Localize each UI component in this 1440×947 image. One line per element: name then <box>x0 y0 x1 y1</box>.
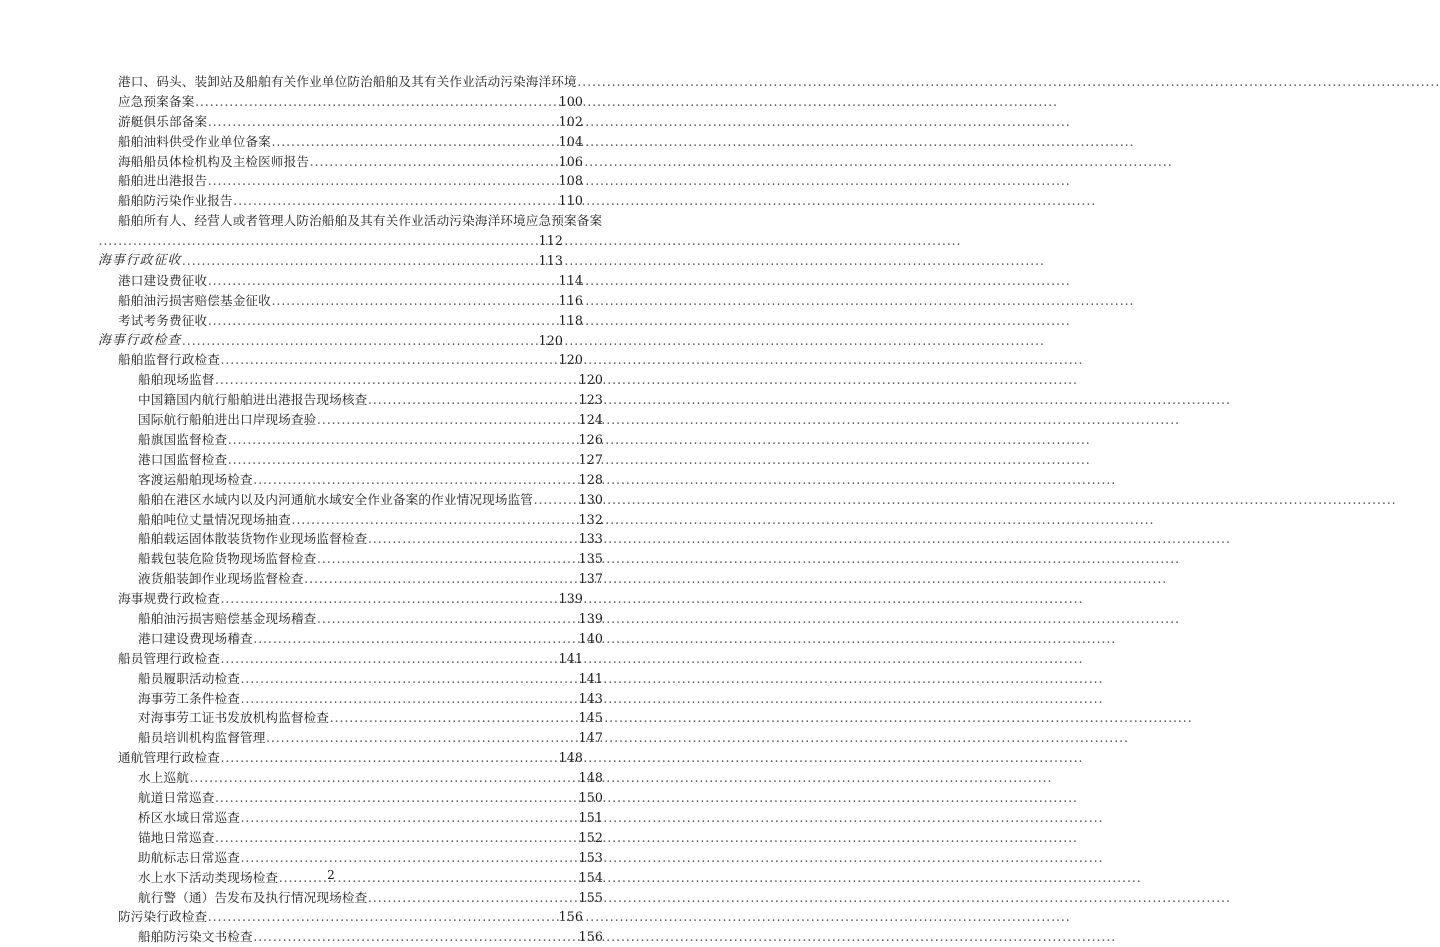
toc-entry-page-number: 120 <box>558 352 583 368</box>
toc-entry-title: 港口建设费征收 <box>118 272 208 288</box>
toc-entry-title: 航道日常巡查 <box>138 790 215 806</box>
toc-leader-dots <box>99 231 539 251</box>
toc-entry-title: 水上巡航 <box>138 770 189 786</box>
toc-entry[interactable] <box>98 470 603 490</box>
toc-entry[interactable] <box>98 589 583 609</box>
toc-entry-title: 船舶进出港报告 <box>118 173 208 189</box>
toc-entry-title: 船员培训机构监督管理 <box>138 730 266 746</box>
toc-entry[interactable] <box>98 709 603 729</box>
toc-leader-dots <box>220 748 558 768</box>
toc-entry-title: 考试考务费征收 <box>118 312 208 328</box>
toc-entry[interactable] <box>98 251 563 271</box>
toc-entry-page-number: 127 <box>578 451 603 467</box>
toc-entry-page-number: 141 <box>578 670 603 686</box>
toc-entry-title: 客渡运船舶现场检查 <box>138 471 253 487</box>
toc-entry-title: 港口国监督检查 <box>138 451 228 467</box>
toc-entry-title: 船舶油料供受作业单位备案 <box>118 133 271 149</box>
toc-entry-page-number: 100 <box>558 93 583 109</box>
toc-entry[interactable] <box>98 788 603 808</box>
toc-entry-page-number: 151 <box>578 809 603 825</box>
toc-entry-title: 船舶在港区水域内以及内河通航水域安全作业备案的作业情况现场监管 <box>138 491 534 507</box>
toc-entry-page-number: 148 <box>578 770 603 786</box>
toc-leader-dots <box>240 808 578 828</box>
toc-entry[interactable] <box>98 888 603 908</box>
toc-entry-title: 液货船装卸作业现场监督检查 <box>138 571 304 587</box>
toc-leader-dots <box>208 271 558 291</box>
toc-entry[interactable] <box>98 927 603 947</box>
toc-entry-title: 锚地日常巡查 <box>138 829 215 845</box>
toc-leader-dots <box>208 907 558 927</box>
toc-entry-title: 海事劳工条件检查 <box>138 690 240 706</box>
toc-entry[interactable] <box>98 490 603 510</box>
toc-entry[interactable] <box>98 331 563 351</box>
toc-entry-title: 对海事劳工证书发放机构监督检查 <box>138 710 330 726</box>
toc-entry[interactable] <box>98 529 603 549</box>
toc-leader-dots <box>271 132 558 152</box>
toc-entry[interactable] <box>98 350 583 370</box>
toc-entry[interactable] <box>98 171 583 191</box>
document-page <box>0 0 662 945</box>
toc-entry[interactable] <box>98 510 603 530</box>
toc-entry[interactable] <box>98 569 603 589</box>
toc-entry-title: 船舶防污染作业报告 <box>118 193 233 209</box>
toc-entry[interactable] <box>98 370 603 390</box>
toc-entry-title: 游艇俱乐部备案 <box>118 113 208 129</box>
toc-leader-dots <box>291 510 578 530</box>
toc-entry[interactable] <box>98 609 603 629</box>
toc-leader-dots <box>233 191 558 211</box>
toc-entry[interactable] <box>98 152 583 172</box>
toc-leader-dots <box>215 788 578 808</box>
toc-entry[interactable] <box>98 748 583 768</box>
toc-entry-page-number: 139 <box>558 591 583 607</box>
toc-entry[interactable] <box>98 72 583 92</box>
toc-entry-title: 船舶吨位丈量情况现场抽查 <box>138 511 291 527</box>
toc-entry-title: 船舶监督行政检查 <box>118 352 220 368</box>
toc-entry-title: 船员管理行政检查 <box>118 650 220 666</box>
toc-leader-dots <box>215 370 578 390</box>
toc-entry-page-number: 156 <box>578 929 603 945</box>
toc-leader-dots <box>368 529 578 549</box>
toc-leader-dots <box>310 152 559 172</box>
toc-leader-dots <box>208 171 558 191</box>
toc-leader-dots <box>253 927 578 947</box>
toc-entry[interactable] <box>98 291 583 311</box>
toc-entry-title: 防污染行政检查 <box>118 909 208 925</box>
toc-leader-dots <box>577 72 582 92</box>
toc-leader-dots <box>304 569 578 589</box>
toc-leader-dots <box>208 311 558 331</box>
toc-leader-dots <box>240 669 578 689</box>
toc-entry-page-number: 120 <box>578 372 603 388</box>
toc-leader-dots <box>208 112 558 132</box>
toc-entry-page-number: 143 <box>578 690 603 706</box>
toc-entry[interactable] <box>98 728 603 748</box>
toc-entry-title: 船舶所有人、经营人或者管理人防治船舶及其有关作业活动污染海洋环境应急预案备案 <box>118 213 603 229</box>
toc-entry-page-number: 114 <box>558 272 583 288</box>
toc-entry-page-number: 118 <box>558 312 583 328</box>
toc-entry-title: 船舶防污染文书检查 <box>138 929 253 945</box>
toc-entry-page-number: 133 <box>578 531 603 547</box>
toc-leader-dots <box>240 848 578 868</box>
toc-entry-page-number: 140 <box>578 630 603 646</box>
toc-entry-page-number: 153 <box>578 849 603 865</box>
toc-entry-title: 船旗国监督检查 <box>138 432 228 448</box>
toc-entry-page-number: 150 <box>578 790 603 806</box>
toc-leader-dots <box>534 490 579 510</box>
toc-entry-title: 船舶载运固体散装货物作业现场监督检查 <box>138 531 368 547</box>
toc-entry[interactable] <box>98 669 603 689</box>
toc-entry-page-number: 155 <box>578 889 603 905</box>
toc-entry-page-number: 110 <box>558 193 583 209</box>
toc-entry-title: 船舶油污损害赔偿基金现场稽查 <box>138 611 317 627</box>
toc-entry-page-number: 152 <box>578 829 603 845</box>
toc-entry[interactable] <box>98 311 583 331</box>
toc-entry[interactable] <box>98 430 603 450</box>
toc-entry-title: 通航管理行政检查 <box>118 750 220 766</box>
toc-entry[interactable] <box>98 132 583 152</box>
toc-entry-title: 海事规费行政检查 <box>118 591 220 607</box>
toc-entry-page-number: 130 <box>578 491 603 507</box>
toc-entry-page-number: 126 <box>578 432 603 448</box>
toc-entry-title: 航行警（通）告发布及执行情况现场检查 <box>138 889 368 905</box>
toc-entry-page-number: 116 <box>558 292 583 308</box>
toc-entry[interactable] <box>98 828 603 848</box>
toc-entry-page-number: 128 <box>578 471 603 487</box>
toc-leader-dots <box>253 629 578 649</box>
toc-entry-title: 国际航行船舶进出口岸现场查验 <box>138 412 317 428</box>
toc-entry-page-number: 156 <box>558 909 583 925</box>
toc-entry-page-number: 132 <box>578 511 603 527</box>
toc-leader-dots <box>253 470 578 490</box>
toc-entry-title: 港口、码头、装卸站及船舶有关作业单位防治船舶及其有关作业活动污染海洋环境 <box>118 73 577 89</box>
toc-entry[interactable] <box>98 907 583 927</box>
toc-entry-page-number: 141 <box>558 650 583 666</box>
toc-entry-page-number: 147 <box>578 730 603 746</box>
toc-entry-page-number: 120 <box>538 332 563 348</box>
toc-entry[interactable] <box>98 92 583 112</box>
toc-leader-dots <box>266 728 578 748</box>
toc-entry-page-number: 137 <box>578 571 603 587</box>
toc-entry-page-number: 112 <box>538 233 563 249</box>
toc-entry[interactable] <box>98 390 603 410</box>
toc-entry-title: 助航标志日常巡查 <box>138 849 240 865</box>
toc-entry-page-number: 123 <box>578 392 603 408</box>
toc-entry-title: 船员履职活动检查 <box>138 670 240 686</box>
toc-leader-dots <box>368 390 578 410</box>
toc-entry[interactable] <box>98 768 603 788</box>
toc-entry-page-number: 135 <box>578 551 603 567</box>
toc-entry-title: 船载包装危险货物现场监督检查 <box>138 551 317 567</box>
toc-entry-page-number: 104 <box>558 133 583 149</box>
toc-entry-title: 海事行政检查 <box>98 332 182 348</box>
toc-leader-dots <box>182 251 538 271</box>
toc-entry-title: 船舶油污损害赔偿基金征收 <box>118 292 271 308</box>
toc-entry[interactable] <box>98 191 583 211</box>
toc-leader-dots <box>220 649 558 669</box>
toc-entry-title: 中国籍国内航行船舶进出港报告现场核查 <box>138 392 368 408</box>
toc-entry-title: 海船船员体检机构及主检医师报告 <box>118 153 310 169</box>
toc-leader-dots <box>317 410 578 430</box>
toc-entry-page-number: 113 <box>538 253 563 268</box>
toc-leader-dots <box>240 689 578 709</box>
toc-entry-title: 水上水下活动类现场检查 <box>138 869 279 885</box>
toc-leader-dots <box>330 708 579 728</box>
toc-entry-page-number: 106 <box>558 153 583 169</box>
toc-entry-title: 船舶现场监督 <box>138 372 215 388</box>
toc-leader-dots <box>220 350 558 370</box>
page-folio: 2 <box>327 868 335 882</box>
toc-entry-page-number: 108 <box>558 173 583 189</box>
toc-entry-title: 桥区水域日常巡查 <box>138 809 240 825</box>
toc-leader-dots <box>220 589 558 609</box>
toc-entry[interactable] <box>98 410 603 430</box>
toc-entry-page-number: 145 <box>578 710 603 726</box>
toc-entry-page-number: 139 <box>578 611 603 627</box>
toc-entry-page-number: 154 <box>578 869 603 885</box>
toc-leader-dots <box>317 609 578 629</box>
toc-entry[interactable] <box>98 649 583 669</box>
toc-entry[interactable] <box>98 450 603 470</box>
toc-entry[interactable] <box>98 689 603 709</box>
toc-leader-dots <box>228 450 578 470</box>
toc-entry-page-number: 102 <box>558 113 583 129</box>
toc-entry-title: 应急预案备案 <box>118 93 195 109</box>
toc-leader-dots <box>271 291 558 311</box>
toc-leader-dots <box>195 92 558 112</box>
toc-entry-title: 港口建设费现场稽查 <box>138 630 253 646</box>
toc-leader-dots <box>317 549 578 569</box>
toc-entry[interactable] <box>98 848 603 868</box>
toc-entry-page-number: 124 <box>578 412 603 428</box>
toc-entry-page-number: 148 <box>558 750 583 766</box>
toc-leader-dots <box>182 331 538 351</box>
toc-leader-dots <box>189 768 578 788</box>
toc-entry[interactable] <box>98 271 583 291</box>
toc-leader-dots <box>215 828 578 848</box>
toc-entry[interactable] <box>98 112 583 132</box>
toc-entry[interactable] <box>98 629 603 649</box>
toc-entry[interactable] <box>98 211 603 231</box>
toc-leader-dots <box>368 888 578 908</box>
table-of-contents <box>98 72 603 947</box>
toc-leader-dots <box>228 430 578 450</box>
toc-entry-title: 海事行政征收 <box>98 253 182 268</box>
toc-entry[interactable] <box>98 231 563 251</box>
toc-entry[interactable] <box>98 549 603 569</box>
toc-entry[interactable] <box>98 808 603 828</box>
